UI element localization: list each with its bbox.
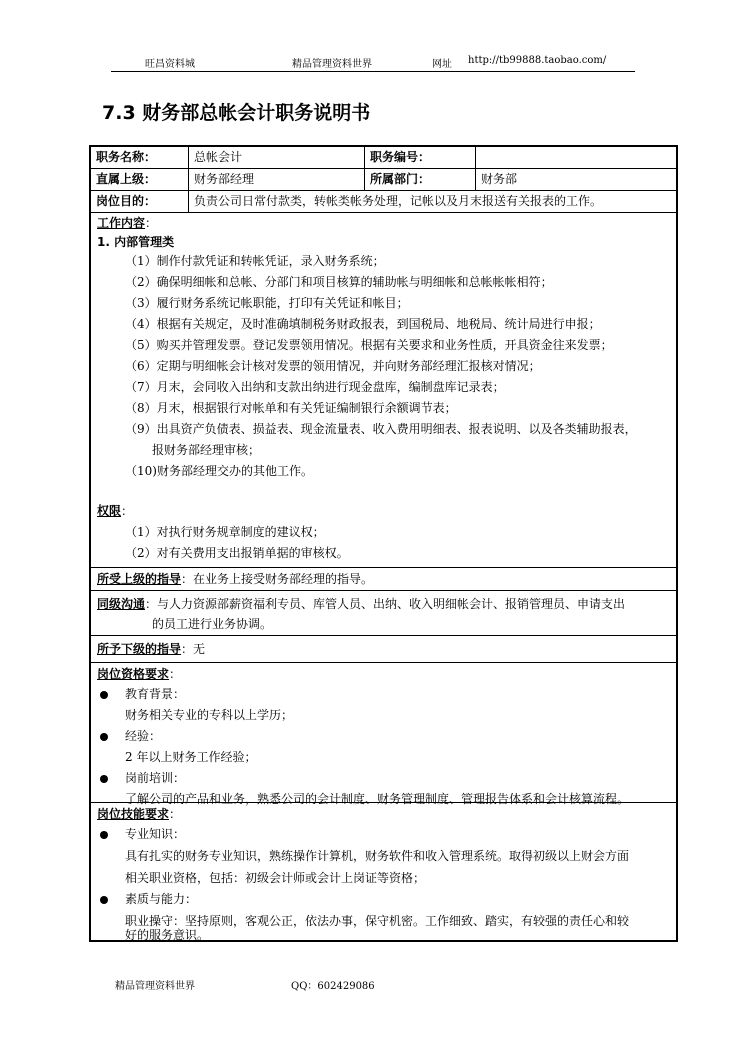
footer-site-name: 精品管理资料世界: [115, 981, 195, 992]
dept-label: 所属部门：: [365, 169, 476, 190]
peer-communication-section: [91, 591, 676, 636]
training-value: 了解公司的产品和业务，熟悉公司的会计制度、财务管理制度、管理报告体系和会计核算流程。: [125, 792, 630, 806]
superior-label: 直属上级：: [91, 169, 189, 190]
work-subheading: 1. 内部管理类: [97, 235, 175, 249]
work-content-section: [91, 213, 676, 568]
authority-item-1: （1）对执行财务规章制度的建议权；: [125, 525, 325, 539]
subordinate-section: [91, 636, 676, 663]
job-name-label: 职务名称：: [91, 147, 189, 168]
bullet-icon: [100, 733, 108, 741]
quality-label: 素质与能力：: [125, 892, 198, 906]
row-purpose: [91, 191, 676, 213]
purpose-value: 负责公司日常付款类，转帐类帐务处理，记帐以及月末报送有关报表的工作。: [194, 194, 603, 208]
subordinate-line: 所予下级的指导：无: [97, 642, 206, 656]
bullet-icon: [100, 831, 108, 839]
work-item-9: （9）出具资产负债表、损益表、现金流量表、收入费用明细表、报表说明、以及各类辅助报表，: [125, 422, 637, 436]
header-site-name: 精品管理资料世界: [292, 59, 372, 70]
document-title: 7.3 财务部总帐会计职务说明书: [102, 102, 371, 124]
row-job-name: [91, 147, 676, 169]
work-item-10: （10)财务部经理交办的其他工作。: [125, 464, 313, 478]
work-item-7: （7）月末，会同收入出纳和支款出纳进行现金盘库，编制盘库记录表；: [125, 380, 505, 394]
job-no-value: [476, 147, 676, 168]
work-item-6: （6）定期与明细帐会计核对发票的领用情况，并向财务部经理汇报核对情况；: [125, 359, 541, 373]
superior-value: 财务部经理: [189, 169, 365, 190]
purpose-label: 岗位目的：: [91, 191, 189, 212]
skills-section: [91, 803, 676, 942]
training-label: 岗前培训：: [125, 771, 186, 785]
experience-label: 经验：: [125, 729, 162, 743]
authority-item-2: （2）对有关费用支出报销单据的审核权。: [125, 546, 349, 560]
experience-value: 2 年以上财务工作经验；: [125, 750, 257, 764]
peer-line-1: 同级沟通：与人力资源部薪资福利专员、库管人员、出纳、收入明细帐会计、报销管理员、申请支出: [97, 597, 626, 611]
quality-line-1: 职业操守：坚持原则，客观公正，依法办事，保守机密。工作细致、踏实，有较强的责任心和较: [125, 914, 630, 928]
qualification-heading: 岗位资格要求：: [97, 667, 182, 681]
knowledge-line-2: 相关职业资格，包括：初级会计师或会计上岗证等资格；: [125, 871, 426, 885]
work-item-3: （3）履行财务系统记帐职能，打印有关凭证和帐目；: [125, 296, 409, 310]
education-label: 教育背景：: [125, 687, 186, 701]
bullet-icon: [100, 775, 108, 783]
dept-value: 财务部: [481, 172, 518, 186]
education-value: 财务相关专业的专科以上学历；: [125, 708, 294, 722]
work-item-9-continued: 报财务部经理审核；: [152, 443, 261, 457]
authority-heading: 权限：: [97, 504, 134, 518]
work-item-5: （5）购买并管理发票。登记发票领用情况。根据有关要求和业务性质，开具资金往来发票；: [125, 338, 613, 352]
peer-line-2: 的员工进行业务协调。: [152, 617, 273, 631]
guidance-section: [91, 568, 676, 591]
job-no-label: 职务编号：: [365, 147, 476, 168]
guidance-line: 所受上级的指导：在业务上接受财务部经理的指导。: [97, 572, 374, 586]
work-heading: 工作内容：: [97, 216, 158, 230]
header-url[interactable]: http://tb99888.taobao.com/: [468, 55, 607, 66]
work-item-8: （8）月末，根据银行对帐单和有关凭证编制银行余额调节表；: [125, 401, 457, 415]
knowledge-label: 专业知识：: [125, 827, 186, 841]
job-description-table: [89, 145, 678, 942]
header-shop-name: 旺昌资料城: [145, 59, 195, 70]
bullet-icon: [100, 691, 108, 699]
skills-heading: 岗位技能要求：: [97, 807, 182, 821]
page-header: [111, 53, 635, 72]
work-item-2: （2）确保明细帐和总帐、分部门和项目核算的辅助帐与明细帐和总帐帐帐相符；: [125, 275, 553, 289]
qualification-section: [91, 663, 676, 806]
job-name-value: 总帐会计: [189, 147, 365, 168]
bullet-icon: [100, 896, 108, 904]
work-item-1: （1）制作付款凭证和转帐凭证，录入财务系统；: [125, 254, 385, 268]
header-url-label: 网址: [432, 59, 452, 70]
quality-line-2: 好的服务意识。: [125, 928, 210, 942]
knowledge-line-1: 具有扎实的财务专业知识，熟练操作计算机，财务软件和收入管理系统。取得初级以上财会方面: [125, 849, 630, 863]
work-item-4: （4）根据有关规定，及时准确填制税务财政报表，到国税局、地税局、统计局进行申报；: [125, 317, 601, 331]
row-superior: [91, 169, 676, 191]
footer-qq: QQ：602429086: [291, 981, 375, 992]
